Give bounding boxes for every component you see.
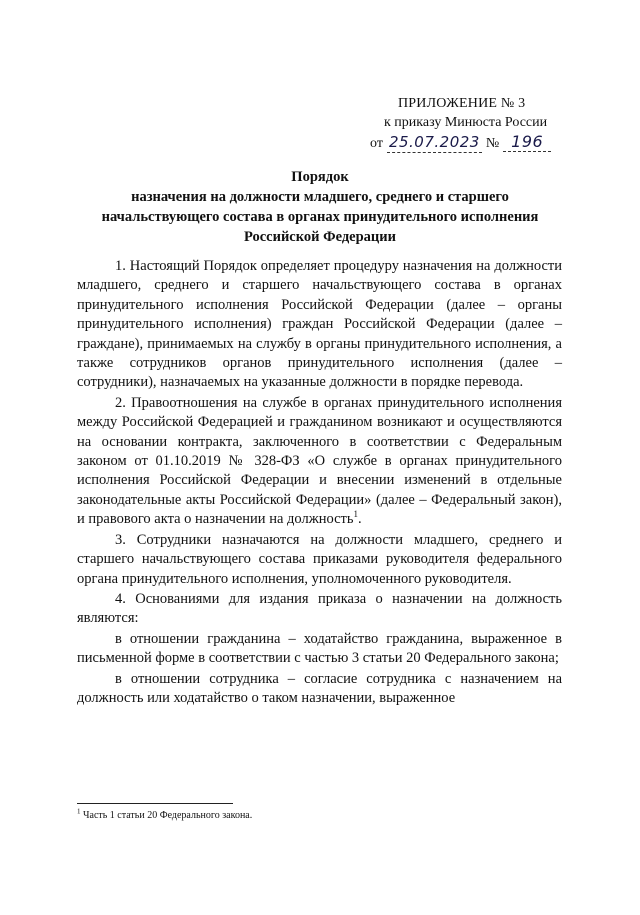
title-line-4: Российской Федерации <box>243 229 396 245</box>
title-line-3: начальствующего состава в органах принудительного исполнения <box>101 209 539 225</box>
paragraph-2 <box>77 394 562 530</box>
paragraph-3: 3. Сотрудники назначаются на должности младшего, среднего и старшего начальствующего состава приказами руководителя федерального органа принудительного исполнения, уполномоченного руководителя. <box>77 531 562 587</box>
date-prefix: от <box>370 136 383 151</box>
handwritten-date: 25.07.2023 <box>388 133 480 151</box>
order-date-number <box>370 132 620 153</box>
footnote <box>77 809 562 822</box>
appendix-header <box>370 94 620 153</box>
document-body <box>77 257 562 709</box>
footnote-mark: 1 <box>77 807 81 816</box>
appendix-label: ПРИЛОЖЕНИЕ № 3 <box>398 96 526 111</box>
paragraph-4: 4. Основаниями для издания приказа о назначении на должность являются: <box>77 590 562 627</box>
footnote-reference: 1 <box>353 509 358 520</box>
footnote-divider <box>77 803 233 804</box>
paragraph-2-end: . <box>357 511 362 528</box>
title-line-1: Порядок <box>291 169 349 185</box>
number-prefix: № <box>485 136 500 151</box>
handwritten-number: 196 <box>503 132 551 152</box>
paragraph-2-text: 2. Правоотношения на службе в органах принудительного исполнения между Российской Федерацией и гражданином возникают и осуществляются на основании контракта, заключенного в соответствии с Федеральным законом от 01.10.2019 № 328-ФЗ «О службе в органах принудительного исполнения Российской Федерации и внесении изменений в отдельные законодательные акты Российской Федерации» (далее – Федеральный закон), и правового акта о назначении на должность <box>77 394 562 528</box>
paragraph-5: в отношении гражданина – ходатайство гражданина, выраженное в письменной форме в соответствии с частью 3 статьи 20 Федерального закона; <box>77 630 562 667</box>
footnote-text: Часть 1 статьи 20 Федерального закона. <box>83 810 253 821</box>
document-title <box>80 167 560 247</box>
paragraph-1: 1. Настоящий Порядок определяет процедуру назначения на должности младшего, среднего и старшего начальствующего состава в органах принудительного исполнения Российской Федерации (далее – органы принудительного исполнения) граждан Российской Федерации (далее – граждане), принимаемых на службу в органы принудительного исполнения, а также сотрудников органов принудительного исполнения (далее – сотрудники), назначаемых на указанные должности в порядке перевода. <box>77 258 562 391</box>
paragraph-6: в отношении сотрудника – согласие сотрудника с назначением на должность или ходатайство о таком назначении, выраженное <box>77 670 562 706</box>
title-line-2: назначения на должности младшего, среднего и старшего <box>131 189 509 205</box>
order-reference: к приказу Минюста России <box>384 115 548 130</box>
